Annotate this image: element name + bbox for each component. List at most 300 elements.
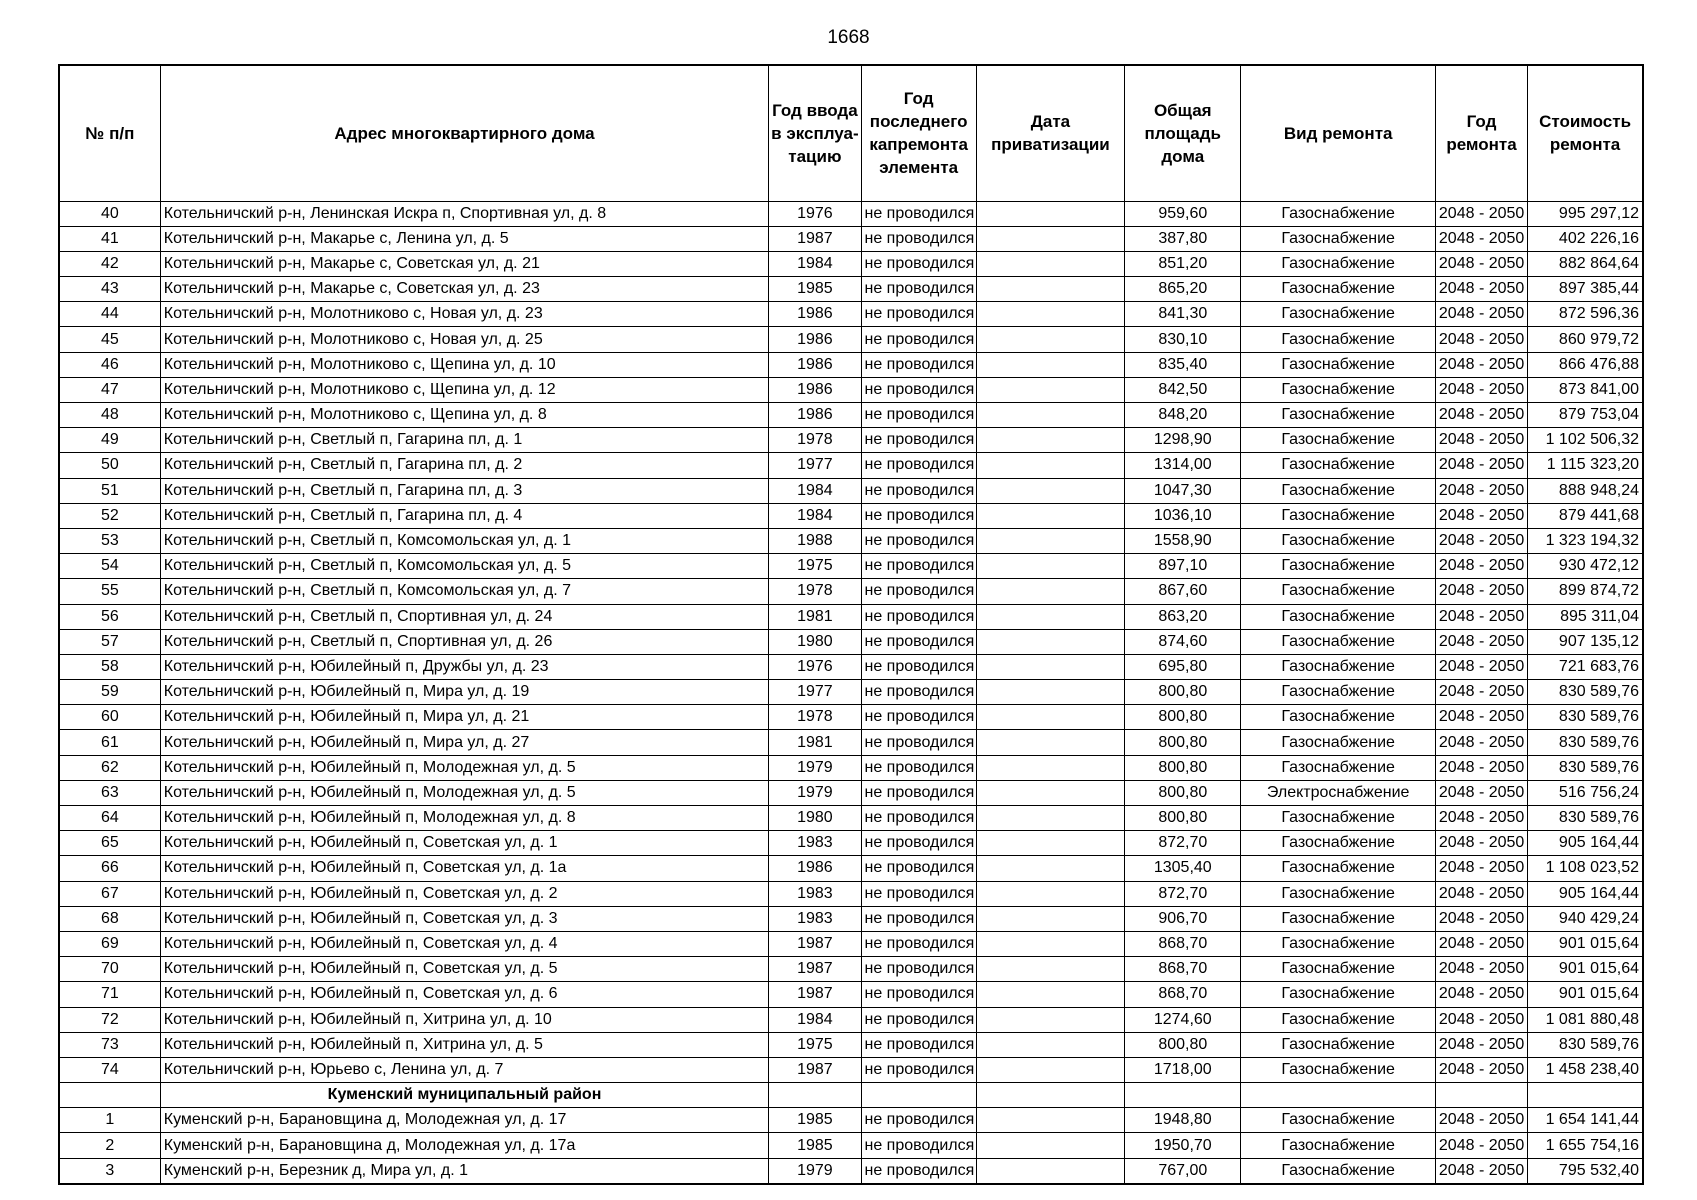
cell-privatization xyxy=(976,654,1124,679)
cell-cost: 905 164,44 xyxy=(1528,881,1643,906)
page-number: 1668 xyxy=(827,27,870,48)
cell-year-built: 1987 xyxy=(769,226,861,251)
cell-year-built: 1986 xyxy=(769,327,861,352)
cell-area: 959,60 xyxy=(1125,201,1241,226)
cell-repair-year: 2048 - 2050 xyxy=(1435,226,1527,251)
cell-area: 800,80 xyxy=(1125,780,1241,805)
cell-address: Котельничский р-н, Юбилейный п, Советская ул, д. 1 xyxy=(160,831,769,856)
cell-privatization xyxy=(976,806,1124,831)
cell-num: 54 xyxy=(59,554,160,579)
cell-area: 1305,40 xyxy=(1125,856,1241,881)
table-row xyxy=(59,629,1643,654)
cell-repair-year: 2048 - 2050 xyxy=(1435,528,1527,553)
cell-address: Котельничский р-н, Светлый п, Гагарина пл, д. 4 xyxy=(160,503,769,528)
cell-repair-year: 2048 - 2050 xyxy=(1435,1133,1527,1158)
cell-repair-year: 2048 - 2050 xyxy=(1435,654,1527,679)
cell-cost: 930 472,12 xyxy=(1528,554,1643,579)
table-row xyxy=(59,226,1643,251)
cell-repair-year: 2048 - 2050 xyxy=(1435,1007,1527,1032)
cell-repair-type: Газоснабжение xyxy=(1241,226,1435,251)
table-row xyxy=(59,478,1643,503)
cell-year-built: 1983 xyxy=(769,906,861,931)
cell-privatization xyxy=(976,780,1124,805)
cell-last-repair: не проводился xyxy=(861,730,976,755)
cell-num: 64 xyxy=(59,806,160,831)
cell-last-repair: не проводился xyxy=(861,251,976,276)
cell-repair-year: 2048 - 2050 xyxy=(1435,1108,1527,1133)
cell-year-built: 1987 xyxy=(769,957,861,982)
cell-privatization xyxy=(976,579,1124,604)
cell-num: 50 xyxy=(59,453,160,478)
cell-cost: 1 323 194,32 xyxy=(1528,528,1643,553)
cell-cost: 882 864,64 xyxy=(1528,251,1643,276)
cell-area: 868,70 xyxy=(1125,957,1241,982)
cell-repair-type: Газоснабжение xyxy=(1241,982,1435,1007)
cell-privatization xyxy=(976,730,1124,755)
cell-num: 53 xyxy=(59,528,160,553)
cell-repair-year: 2048 - 2050 xyxy=(1435,780,1527,805)
cell-year-built: 1975 xyxy=(769,1032,861,1057)
cell-address: Котельничский р-н, Юбилейный п, Советская ул, д. 4 xyxy=(160,931,769,956)
cell-privatization xyxy=(976,1007,1124,1032)
cell-last-repair: не проводился xyxy=(861,428,976,453)
cell-cost: 1 115 323,20 xyxy=(1528,453,1643,478)
cell-area: 835,40 xyxy=(1125,352,1241,377)
cell-repair-year: 2048 - 2050 xyxy=(1435,629,1527,654)
cell-last-repair: не проводился xyxy=(861,403,976,428)
cell-address: Котельничский р-н, Юбилейный п, Молодежная ул, д. 5 xyxy=(160,780,769,805)
header-repair-year: Год ремонта xyxy=(1435,65,1527,201)
header-row xyxy=(59,65,1643,201)
table-row xyxy=(59,957,1643,982)
header-year-built: Год ввода в эксплуа-тацию xyxy=(769,65,861,201)
cell-num: 40 xyxy=(59,201,160,226)
cell-repair-type: Газоснабжение xyxy=(1241,1007,1435,1032)
cell-address: Котельничский р-н, Юбилейный п, Молодежная ул, д. 8 xyxy=(160,806,769,831)
cell-num: 55 xyxy=(59,579,160,604)
cell-repair-type: Газоснабжение xyxy=(1241,201,1435,226)
cell-address: Котельничский р-н, Макарье с, Ленина ул, д. 5 xyxy=(160,226,769,251)
table-row xyxy=(59,730,1643,755)
cell-year-built: 1981 xyxy=(769,730,861,755)
cell-year-built: 1983 xyxy=(769,881,861,906)
section-row xyxy=(59,1083,1643,1108)
cell-last-repair: не проводился xyxy=(861,1133,976,1158)
table-row xyxy=(59,1108,1643,1133)
cell-repair-year: 2048 - 2050 xyxy=(1435,881,1527,906)
cell-repair-year: 2048 - 2050 xyxy=(1435,554,1527,579)
cell-repair-type: Газоснабжение xyxy=(1241,705,1435,730)
cell-area: 863,20 xyxy=(1125,604,1241,629)
cell-last-repair: не проводился xyxy=(861,654,976,679)
cell-repair-year: 2048 - 2050 xyxy=(1435,428,1527,453)
cell-repair-type: Газоснабжение xyxy=(1241,579,1435,604)
cell-cost: 873 841,00 xyxy=(1528,377,1643,402)
cell-num: 47 xyxy=(59,377,160,402)
section-empty-cell xyxy=(861,1083,976,1108)
cell-cost: 1 654 141,44 xyxy=(1528,1108,1643,1133)
cell-address: Котельничский р-н, Молотниково с, Новая ул, д. 25 xyxy=(160,327,769,352)
table-row xyxy=(59,453,1643,478)
cell-last-repair: не проводился xyxy=(861,579,976,604)
cell-cost: 721 683,76 xyxy=(1528,654,1643,679)
cell-num: 68 xyxy=(59,906,160,931)
cell-address: Котельничский р-н, Светлый п, Комсомольская ул, д. 5 xyxy=(160,554,769,579)
section-empty-cell xyxy=(1125,1083,1241,1108)
cell-repair-year: 2048 - 2050 xyxy=(1435,856,1527,881)
table-row xyxy=(59,1007,1643,1032)
header-privatization: Дата приватизации xyxy=(976,65,1124,201)
cell-area: 800,80 xyxy=(1125,705,1241,730)
cell-privatization xyxy=(976,478,1124,503)
cell-last-repair: не проводился xyxy=(861,755,976,780)
cell-last-repair: не проводился xyxy=(861,554,976,579)
cell-area: 1948,80 xyxy=(1125,1108,1241,1133)
cell-repair-type: Газоснабжение xyxy=(1241,680,1435,705)
cell-repair-type: Газоснабжение xyxy=(1241,931,1435,956)
cell-privatization xyxy=(976,201,1124,226)
cell-year-built: 1979 xyxy=(769,1158,861,1184)
cell-last-repair: не проводился xyxy=(861,277,976,302)
cell-repair-year: 2048 - 2050 xyxy=(1435,302,1527,327)
header-area: Общая площадь дома xyxy=(1125,65,1241,201)
cell-year-built: 1977 xyxy=(769,680,861,705)
cell-year-built: 1985 xyxy=(769,1133,861,1158)
table-body-kumeny xyxy=(59,1108,1643,1184)
cell-num: 49 xyxy=(59,428,160,453)
cell-cost: 897 385,44 xyxy=(1528,277,1643,302)
cell-last-repair: не проводился xyxy=(861,377,976,402)
cell-cost: 888 948,24 xyxy=(1528,478,1643,503)
cell-num: 1 xyxy=(59,1108,160,1133)
cell-address: Котельничский р-н, Макарье с, Советская ул, д. 23 xyxy=(160,277,769,302)
cell-area: 897,10 xyxy=(1125,554,1241,579)
table-row xyxy=(59,377,1643,402)
cell-num: 67 xyxy=(59,881,160,906)
cell-repair-year: 2048 - 2050 xyxy=(1435,1032,1527,1057)
cell-address: Котельничский р-н, Юбилейный п, Советская ул, д. 2 xyxy=(160,881,769,906)
cell-last-repair: не проводился xyxy=(861,327,976,352)
cell-repair-year: 2048 - 2050 xyxy=(1435,327,1527,352)
cell-num: 41 xyxy=(59,226,160,251)
cell-address: Котельничский р-н, Юбилейный п, Советская ул, д. 6 xyxy=(160,982,769,1007)
cell-year-built: 1986 xyxy=(769,856,861,881)
cell-cost: 402 226,16 xyxy=(1528,226,1643,251)
cell-repair-type: Газоснабжение xyxy=(1241,906,1435,931)
table-row xyxy=(59,251,1643,276)
cell-repair-year: 2048 - 2050 xyxy=(1435,251,1527,276)
cell-cost: 872 596,36 xyxy=(1528,302,1643,327)
cell-repair-year: 2048 - 2050 xyxy=(1435,478,1527,503)
cell-area: 1950,70 xyxy=(1125,1133,1241,1158)
cell-repair-type: Газоснабжение xyxy=(1241,881,1435,906)
cell-num: 2 xyxy=(59,1133,160,1158)
cell-last-repair: не проводился xyxy=(861,1007,976,1032)
cell-year-built: 1984 xyxy=(769,478,861,503)
cell-num: 52 xyxy=(59,503,160,528)
table-body-kotelnich xyxy=(59,201,1643,1083)
cell-privatization xyxy=(976,352,1124,377)
cell-num: 58 xyxy=(59,654,160,679)
cell-cost: 830 589,76 xyxy=(1528,680,1643,705)
cell-num: 56 xyxy=(59,604,160,629)
cell-privatization xyxy=(976,327,1124,352)
table-row xyxy=(59,982,1643,1007)
cell-year-built: 1983 xyxy=(769,831,861,856)
cell-cost: 905 164,44 xyxy=(1528,831,1643,856)
cell-repair-type: Газоснабжение xyxy=(1241,277,1435,302)
cell-cost: 995 297,12 xyxy=(1528,201,1643,226)
cell-repair-type: Газоснабжение xyxy=(1241,1158,1435,1184)
table-row xyxy=(59,302,1643,327)
cell-repair-type: Газоснабжение xyxy=(1241,604,1435,629)
cell-last-repair: не проводился xyxy=(861,831,976,856)
cell-cost: 901 015,64 xyxy=(1528,982,1643,1007)
cell-cost: 1 655 754,16 xyxy=(1528,1133,1643,1158)
cell-last-repair: не проводился xyxy=(861,226,976,251)
cell-address: Котельничский р-н, Светлый п, Комсомольская ул, д. 7 xyxy=(160,579,769,604)
cell-num: 42 xyxy=(59,251,160,276)
table-row xyxy=(59,906,1643,931)
cell-repair-year: 2048 - 2050 xyxy=(1435,957,1527,982)
cell-area: 842,50 xyxy=(1125,377,1241,402)
cell-repair-year: 2048 - 2050 xyxy=(1435,277,1527,302)
cell-area: 1558,90 xyxy=(1125,528,1241,553)
header-repair-type: Вид ремонта xyxy=(1241,65,1435,201)
cell-area: 872,70 xyxy=(1125,881,1241,906)
cell-repair-type: Газоснабжение xyxy=(1241,377,1435,402)
section-empty-cell xyxy=(1435,1083,1527,1108)
cell-year-built: 1987 xyxy=(769,982,861,1007)
cell-year-built: 1978 xyxy=(769,579,861,604)
cell-cost: 830 589,76 xyxy=(1528,1032,1643,1057)
cell-num: 60 xyxy=(59,705,160,730)
cell-address: Котельничский р-н, Светлый п, Спортивная ул, д. 26 xyxy=(160,629,769,654)
cell-repair-year: 2048 - 2050 xyxy=(1435,579,1527,604)
section-empty-cell xyxy=(1241,1083,1435,1108)
cell-privatization xyxy=(976,931,1124,956)
cell-repair-type: Электроснабжение xyxy=(1241,780,1435,805)
cell-year-built: 1987 xyxy=(769,931,861,956)
cell-year-built: 1980 xyxy=(769,629,861,654)
cell-last-repair: не проводился xyxy=(861,352,976,377)
cell-address: Куменский р-н, Барановщина д, Молодежная ул, д. 17 xyxy=(160,1108,769,1133)
cell-repair-type: Газоснабжение xyxy=(1241,503,1435,528)
cell-year-built: 1985 xyxy=(769,1108,861,1133)
cell-address: Куменский р-н, Барановщина д, Молодежная ул, д. 17а xyxy=(160,1133,769,1158)
cell-last-repair: не проводился xyxy=(861,1057,976,1082)
cell-repair-year: 2048 - 2050 xyxy=(1435,453,1527,478)
header-cost: Стоимость ремонта xyxy=(1528,65,1643,201)
table-row xyxy=(59,277,1643,302)
cell-year-built: 1986 xyxy=(769,302,861,327)
cell-privatization xyxy=(976,226,1124,251)
cell-num: 73 xyxy=(59,1032,160,1057)
cell-address: Котельничский р-н, Макарье с, Советская ул, д. 21 xyxy=(160,251,769,276)
cell-cost: 899 874,72 xyxy=(1528,579,1643,604)
cell-num: 65 xyxy=(59,831,160,856)
header-num: № п/п xyxy=(59,65,160,201)
cell-repair-type: Газоснабжение xyxy=(1241,528,1435,553)
cell-privatization xyxy=(976,528,1124,553)
cell-address: Куменский р-н, Березник д, Мира ул, д. 1 xyxy=(160,1158,769,1184)
cell-area: 851,20 xyxy=(1125,251,1241,276)
cell-area: 800,80 xyxy=(1125,730,1241,755)
header-address: Адрес многоквартирного дома xyxy=(160,65,769,201)
table-row xyxy=(59,806,1643,831)
cell-num: 70 xyxy=(59,957,160,982)
cell-num: 59 xyxy=(59,680,160,705)
table-row xyxy=(59,403,1643,428)
cell-year-built: 1976 xyxy=(769,654,861,679)
cell-repair-type: Газоснабжение xyxy=(1241,428,1435,453)
cell-year-built: 1976 xyxy=(769,201,861,226)
cell-cost: 830 589,76 xyxy=(1528,806,1643,831)
cell-privatization xyxy=(976,1133,1124,1158)
cell-address: Котельничский р-н, Юбилейный п, Мира ул, д. 21 xyxy=(160,705,769,730)
cell-num: 57 xyxy=(59,629,160,654)
cell-year-built: 1979 xyxy=(769,780,861,805)
table-row xyxy=(59,931,1643,956)
cell-address: Котельничский р-н, Юбилейный п, Советская ул, д. 3 xyxy=(160,906,769,931)
cell-last-repair: не проводился xyxy=(861,201,976,226)
cell-privatization xyxy=(976,629,1124,654)
cell-privatization xyxy=(976,705,1124,730)
cell-last-repair: не проводился xyxy=(861,906,976,931)
cell-last-repair: не проводился xyxy=(861,881,976,906)
table-row xyxy=(59,856,1643,881)
cell-address: Котельничский р-н, Молотниково с, Новая ул, д. 23 xyxy=(160,302,769,327)
cell-last-repair: не проводился xyxy=(861,1032,976,1057)
cell-last-repair: не проводился xyxy=(861,629,976,654)
cell-repair-year: 2048 - 2050 xyxy=(1435,931,1527,956)
cell-privatization xyxy=(976,831,1124,856)
cell-privatization xyxy=(976,906,1124,931)
cell-privatization xyxy=(976,755,1124,780)
cell-area: 872,70 xyxy=(1125,831,1241,856)
cell-repair-year: 2048 - 2050 xyxy=(1435,806,1527,831)
cell-last-repair: не проводился xyxy=(861,705,976,730)
cell-area: 1298,90 xyxy=(1125,428,1241,453)
cell-cost: 830 589,76 xyxy=(1528,730,1643,755)
cell-cost: 830 589,76 xyxy=(1528,755,1643,780)
cell-num: 62 xyxy=(59,755,160,780)
cell-last-repair: не проводился xyxy=(861,856,976,881)
cell-cost: 901 015,64 xyxy=(1528,957,1643,982)
cell-address: Котельничский р-н, Юбилейный п, Советская ул, д. 1а xyxy=(160,856,769,881)
cell-repair-type: Газоснабжение xyxy=(1241,1133,1435,1158)
cell-last-repair: не проводился xyxy=(861,780,976,805)
cell-address: Котельничский р-н, Юбилейный п, Мира ул, д. 27 xyxy=(160,730,769,755)
cell-privatization xyxy=(976,957,1124,982)
cell-year-built: 1984 xyxy=(769,251,861,276)
cell-num: 46 xyxy=(59,352,160,377)
cell-last-repair: не проводился xyxy=(861,806,976,831)
cell-area: 387,80 xyxy=(1125,226,1241,251)
cell-repair-type: Газоснабжение xyxy=(1241,403,1435,428)
table-row xyxy=(59,503,1643,528)
cell-last-repair: не проводился xyxy=(861,302,976,327)
cell-repair-year: 2048 - 2050 xyxy=(1435,352,1527,377)
cell-privatization xyxy=(976,302,1124,327)
cell-address: Котельничский р-н, Юбилейный п, Мира ул, д. 19 xyxy=(160,680,769,705)
cell-cost: 1 081 880,48 xyxy=(1528,1007,1643,1032)
cell-address: Котельничский р-н, Молотниково с, Щепина ул, д. 8 xyxy=(160,403,769,428)
cell-area: 767,00 xyxy=(1125,1158,1241,1184)
table-row xyxy=(59,428,1643,453)
cell-repair-year: 2048 - 2050 xyxy=(1435,201,1527,226)
table-row xyxy=(59,705,1643,730)
table-row xyxy=(59,780,1643,805)
cell-num: 45 xyxy=(59,327,160,352)
cell-area: 906,70 xyxy=(1125,906,1241,931)
cell-area: 1047,30 xyxy=(1125,478,1241,503)
cell-area: 865,20 xyxy=(1125,277,1241,302)
cell-repair-type: Газоснабжение xyxy=(1241,453,1435,478)
cell-address: Котельничский р-н, Светлый п, Гагарина пл, д. 1 xyxy=(160,428,769,453)
cell-repair-type: Газоснабжение xyxy=(1241,755,1435,780)
table-row xyxy=(59,831,1643,856)
cell-cost: 895 311,04 xyxy=(1528,604,1643,629)
cell-year-built: 1978 xyxy=(769,705,861,730)
section-title: Куменский муниципальный район xyxy=(160,1083,769,1108)
cell-privatization xyxy=(976,1032,1124,1057)
cell-privatization xyxy=(976,881,1124,906)
cell-repair-year: 2048 - 2050 xyxy=(1435,680,1527,705)
cell-address: Котельничский р-н, Юбилейный п, Дружбы ул, д. 23 xyxy=(160,654,769,679)
cell-num: 48 xyxy=(59,403,160,428)
table-row xyxy=(59,604,1643,629)
cell-repair-type: Газоснабжение xyxy=(1241,730,1435,755)
cell-repair-year: 2048 - 2050 xyxy=(1435,403,1527,428)
cell-privatization xyxy=(976,503,1124,528)
cell-last-repair: не проводился xyxy=(861,1108,976,1133)
cell-repair-year: 2048 - 2050 xyxy=(1435,604,1527,629)
cell-area: 800,80 xyxy=(1125,680,1241,705)
cell-year-built: 1985 xyxy=(769,277,861,302)
cell-privatization xyxy=(976,1158,1124,1184)
cell-cost: 879 753,04 xyxy=(1528,403,1643,428)
cell-last-repair: не проводился xyxy=(861,528,976,553)
cell-year-built: 1986 xyxy=(769,352,861,377)
cell-num: 72 xyxy=(59,1007,160,1032)
cell-privatization xyxy=(976,554,1124,579)
cell-repair-type: Газоснабжение xyxy=(1241,251,1435,276)
cell-repair-type: Газоснабжение xyxy=(1241,302,1435,327)
cell-repair-type: Газоснабжение xyxy=(1241,554,1435,579)
section-empty-cell xyxy=(59,1083,160,1108)
cell-privatization xyxy=(976,377,1124,402)
cell-cost: 901 015,64 xyxy=(1528,931,1643,956)
cell-num: 44 xyxy=(59,302,160,327)
cell-repair-year: 2048 - 2050 xyxy=(1435,1057,1527,1082)
cell-last-repair: не проводился xyxy=(861,982,976,1007)
cell-cost: 879 441,68 xyxy=(1528,503,1643,528)
cell-privatization xyxy=(976,428,1124,453)
cell-last-repair: не проводился xyxy=(861,931,976,956)
cell-address: Котельничский р-н, Молотниково с, Щепина ул, д. 12 xyxy=(160,377,769,402)
cell-last-repair: не проводился xyxy=(861,478,976,503)
cell-year-built: 1986 xyxy=(769,403,861,428)
cell-num: 74 xyxy=(59,1057,160,1082)
cell-address: Котельничский р-н, Юбилейный п, Советская ул, д. 5 xyxy=(160,957,769,982)
cell-area: 867,60 xyxy=(1125,579,1241,604)
table-row xyxy=(59,1158,1643,1184)
table-row xyxy=(59,554,1643,579)
cell-last-repair: не проводился xyxy=(861,604,976,629)
cell-cost: 1 458 238,40 xyxy=(1528,1057,1643,1082)
cell-privatization xyxy=(976,1057,1124,1082)
